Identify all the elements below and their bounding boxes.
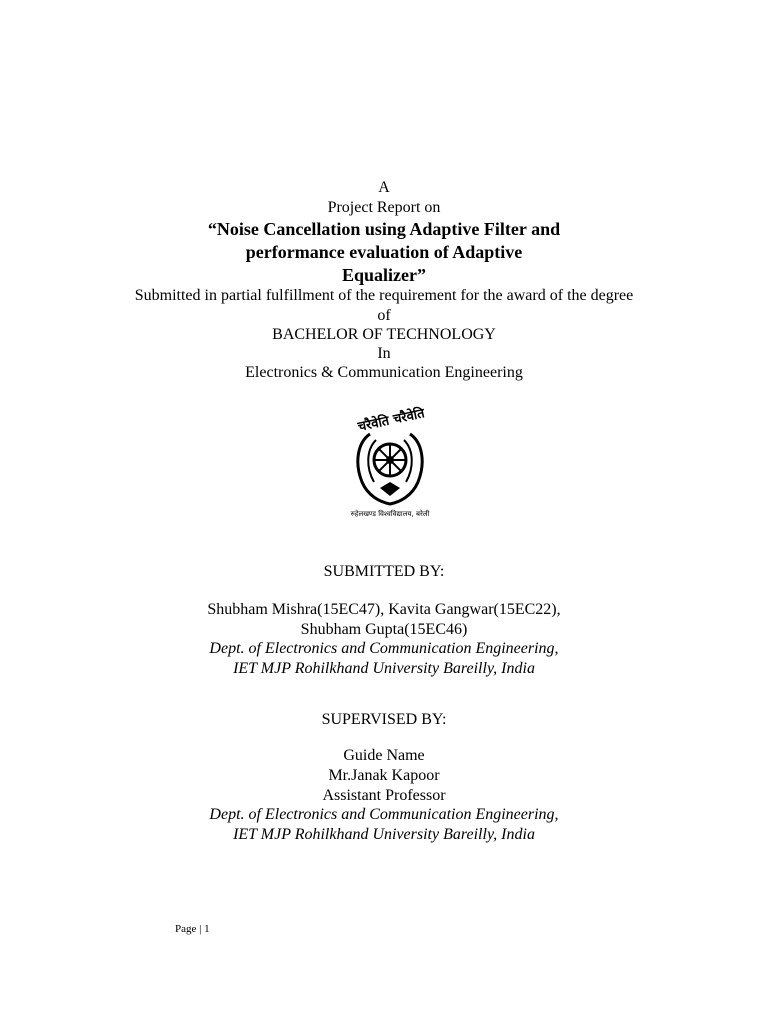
guide-name: Mr.Janak Kapoor <box>328 767 440 784</box>
degree-name: BACHELOR OF TECHNOLOGY <box>272 326 496 343</box>
submitted-dept: Dept. of Electronics and Communication Engineering, <box>209 640 559 657</box>
title-line-1: “Noise Cancellation using Adaptive Filter and <box>207 219 561 239</box>
report-label: Project Report on <box>327 199 441 216</box>
of-text: of <box>377 307 391 324</box>
supervised-heading: SUPERVISED BY: <box>321 711 447 728</box>
branch-name: Electronics & Communication Engineering <box>245 364 523 381</box>
line-a: A <box>378 179 390 196</box>
students-line-2: Shubham Gupta(15EC46) <box>300 621 468 638</box>
guide-designation: Assistant Professor <box>322 787 446 804</box>
page-number: Page | 1 <box>175 923 210 935</box>
submitted-heading: SUBMITTED BY: <box>323 563 445 580</box>
submitted-institute: IET MJP Rohilkhand University Bareilly, India <box>233 660 535 677</box>
logo-motto: चरैवेति चरैवेति <box>356 406 426 435</box>
title-line-3: Equalizer” <box>342 265 426 285</box>
supervised-dept: Dept. of Electronics and Communication Engineering, <box>209 806 559 823</box>
logo-caption: रुहेलखण्ड विश्वविद्यालय, बरेली <box>350 510 430 518</box>
title-line-2: performance evaluation of Adaptive <box>245 242 523 262</box>
students-line-1: Shubham Mishra(15EC47), Kavita Gangwar(15EC22), <box>207 601 561 618</box>
guide-label: Guide Name <box>343 747 425 764</box>
submission-text: Submitted in partial fulfillment of the requirement for the award of the degree <box>134 287 634 304</box>
supervised-institute: IET MJP Rohilkhand University Bareilly, India <box>233 826 535 843</box>
university-logo <box>340 400 440 522</box>
in-text: In <box>377 345 391 362</box>
